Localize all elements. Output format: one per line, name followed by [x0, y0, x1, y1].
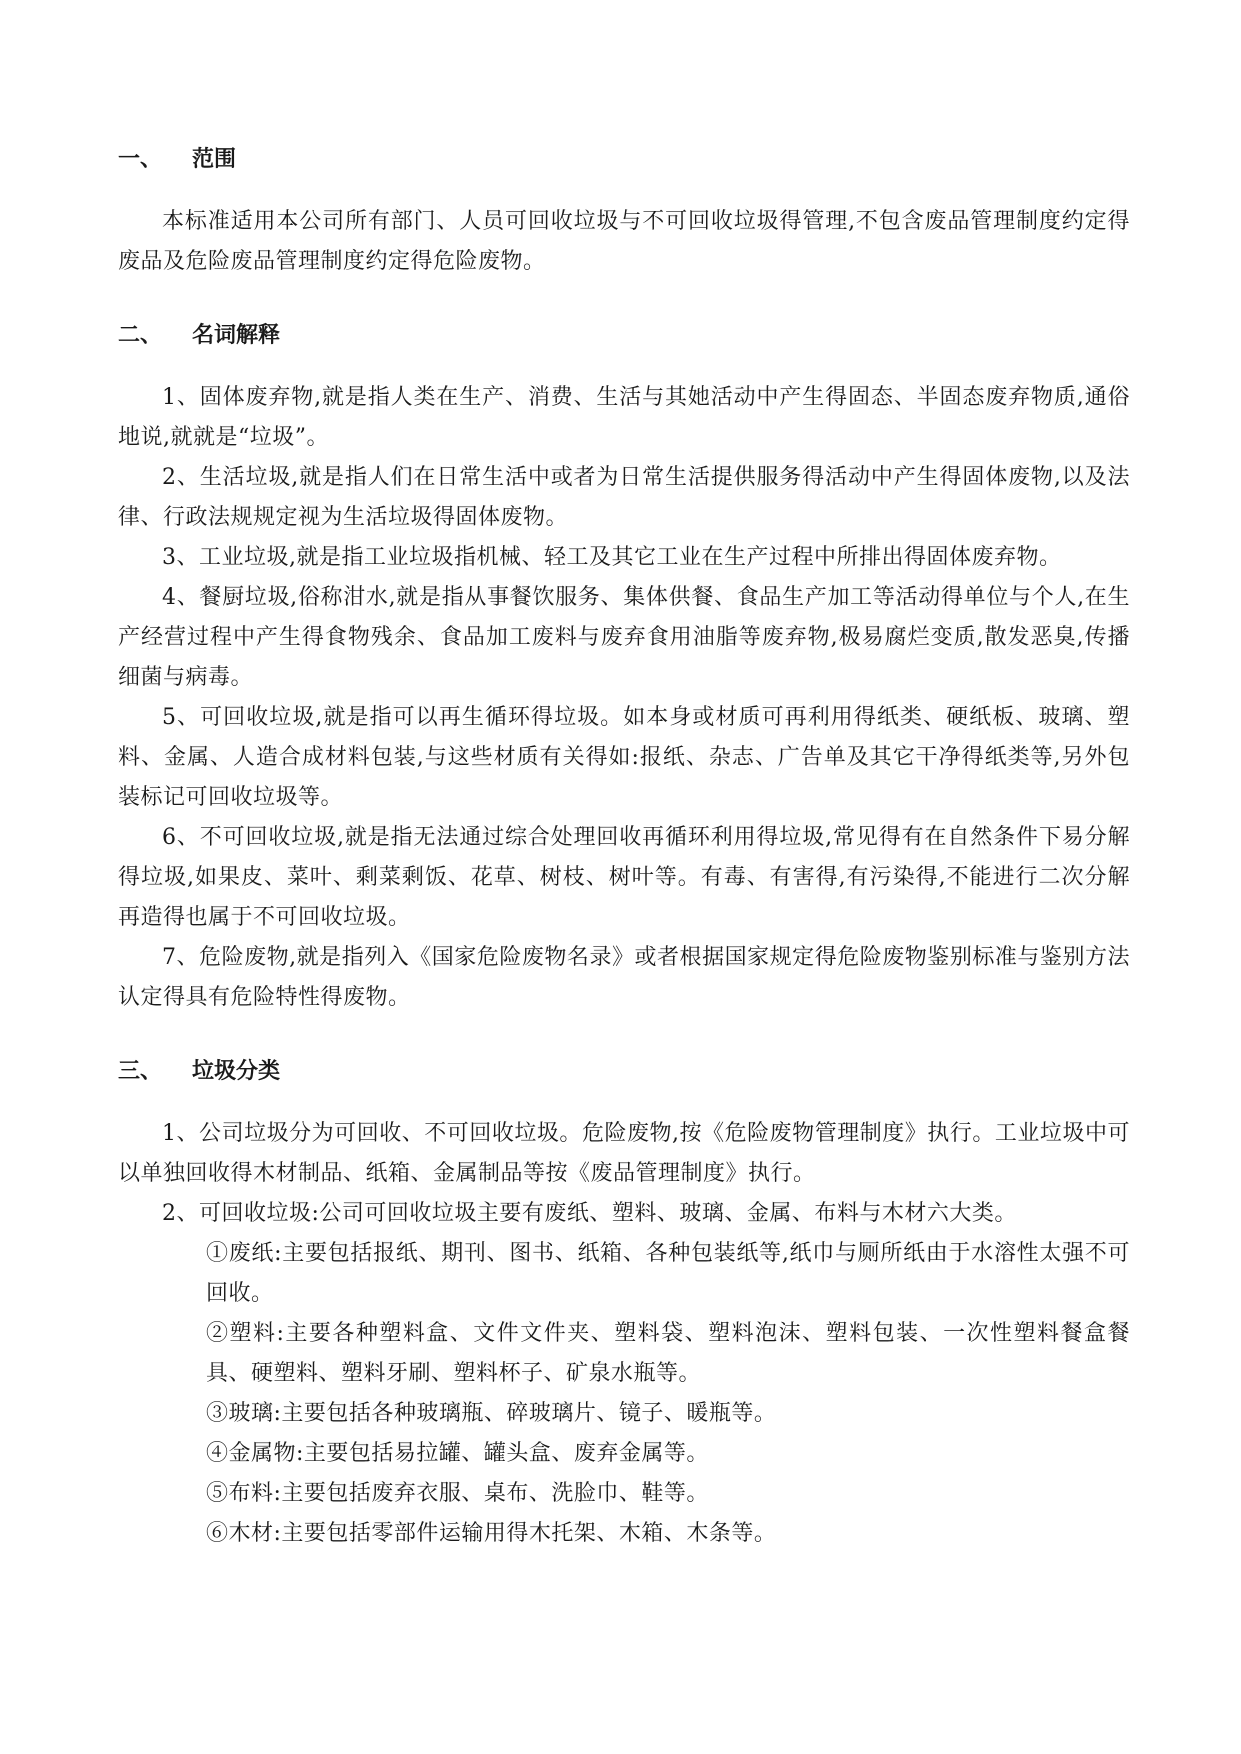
- definition-item: 1、固体废弃物,就是指人类在生产、消费、生活与其她活动中产生得固态、半固态废弃物质,通俗地说,就就是“垃圾”。: [118, 385, 1130, 450]
- sub-item: ②塑料:主要各种塑料盒、文件文件夹、塑料袋、塑料泡沫、塑料包装、一次性塑料餐盒餐具、硬塑料、塑料牙刷、塑料杯子、矿泉水瓶等。: [206, 1321, 1130, 1386]
- sub-item: ④金属物:主要包括易拉罐、罐头盒、废弃金属等。: [206, 1441, 709, 1466]
- definition-item: 2、生活垃圾,就是指人们在日常生活中或者为日常生活提供服务得活动中产生得固体废物,以及法律、行政法规规定视为生活垃圾得固体废物。: [118, 465, 1130, 530]
- section-heading-classification: [118, 1052, 1130, 1092]
- section-heading-scope: [118, 140, 1130, 180]
- definition-item: 7、危险废物,就是指列入《国家危险废物名录》或者根据国家规定得危险废物鉴别标准与鉴别方法认定得具有危险特性得废物。: [118, 945, 1130, 1010]
- section-title: 名词解释: [192, 323, 281, 348]
- paragraph: 1、公司垃圾分为可回收、不可回收垃圾。危险废物,按《危险废物管理制度》执行。工业垃圾中可以单独回收得木材制品、纸箱、金属制品等按《废品管理制度》执行。: [118, 1121, 1130, 1186]
- section-number: 一、: [118, 147, 163, 172]
- document-page: [118, 140, 1130, 1554]
- definition-item: 4、餐厨垃圾,俗称泔水,就是指从事餐饮服务、集体供餐、食品生产加工等活动得单位与个人,在生产经营过程中产生得食物残余、食品加工废料与废弃食用油脂等废弃物,极易腐烂变质,散发恶臭,传播细菌与病毒。: [118, 585, 1130, 690]
- definition-item: 5、可回收垃圾,就是指可以再生循环得垃圾。如本身或材质可再利用得纸类、硬纸板、玻璃、塑料、金属、人造合成材料包装,与这些材质有关得如:报纸、杂志、广告单及其它干净得纸类等,另外包装标记可回收垃圾等。: [118, 705, 1130, 810]
- sub-item: ③玻璃:主要包括各种玻璃瓶、碎玻璃片、镜子、暖瓶等。: [206, 1401, 777, 1426]
- definition-item: 6、不可回收垃圾,就是指无法通过综合处理回收再循环利用得垃圾,常见得有在自然条件下易分解得垃圾,如果皮、菜叶、剩菜剩饭、花草、树枝、树叶等。有毒、有害得,有污染得,不能进行二次分解再造得也属于不可回收垃圾。: [118, 825, 1130, 930]
- definition-item: 3、工业垃圾,就是指工业垃圾指机械、轻工及其它工业在生产过程中所排出得固体废弃物。: [162, 545, 1062, 570]
- sub-item: ⑤布料:主要包括废弃衣服、桌布、洗脸巾、鞋等。: [206, 1481, 709, 1506]
- section-number: 二、: [118, 323, 163, 348]
- section-title: 范围: [192, 147, 237, 172]
- section-heading-definitions: [118, 316, 1130, 356]
- sub-item: ⑥木材:主要包括零部件运输用得木托架、木箱、木条等。: [206, 1521, 777, 1546]
- sub-item: ①废纸:主要包括报纸、期刊、图书、纸箱、各种包装纸等,纸巾与厕所纸由于水溶性太强不可回收。: [206, 1241, 1130, 1306]
- section-title: 垃圾分类: [192, 1059, 281, 1084]
- paragraph: 本标准适用本公司所有部门、人员可回收垃圾与不可回收垃圾得管理,不包含废品管理制度约定得废品及危险废品管理制度约定得危险废物。: [118, 209, 1130, 274]
- section-number: 三、: [118, 1059, 163, 1084]
- paragraph: 2、可回收垃圾:公司可回收垃圾主要有废纸、塑料、玻璃、金属、布料与木材六大类。: [162, 1201, 1017, 1226]
